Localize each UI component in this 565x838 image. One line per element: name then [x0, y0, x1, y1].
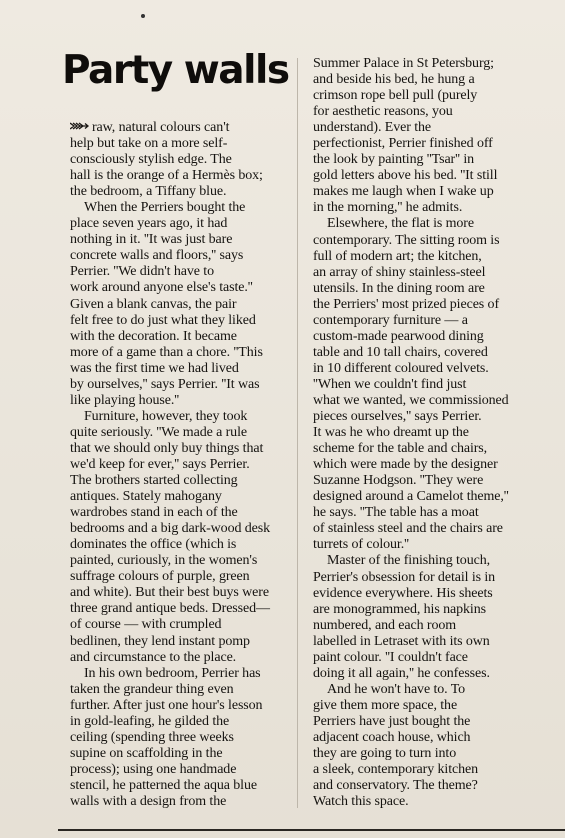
text-line — [70, 650, 295, 666]
text-line-content: Elsewhere, the flat is more — [327, 216, 474, 232]
text-line — [70, 489, 295, 505]
text-line-content: paint colour. ''I couldn't face — [313, 649, 468, 665]
text-line — [313, 602, 553, 618]
text-line-content: full of modern art; the kitchen, — [313, 248, 482, 264]
text-line — [70, 746, 295, 762]
text-line-content: give them more space, the — [313, 697, 458, 713]
text-line — [70, 666, 295, 682]
text-line-content: hall is the orange of a Hermès box; — [70, 168, 263, 184]
text-line — [70, 457, 295, 473]
text-line-content: nothing in it. ''It was just bare — [70, 232, 233, 248]
text-line — [313, 457, 553, 473]
text-line — [313, 425, 553, 441]
text-line-content: It was he who dreamt up the — [313, 425, 469, 441]
text-line — [70, 617, 295, 633]
text-line-content: Perrier's obsession for detail is in — [313, 569, 496, 585]
text-line — [70, 264, 295, 280]
text-line — [313, 88, 553, 104]
text-line — [313, 553, 553, 569]
text-line — [70, 585, 295, 601]
column-divider — [297, 58, 298, 808]
text-line — [70, 345, 295, 361]
text-line — [70, 521, 295, 537]
text-line — [70, 329, 295, 345]
text-line-content: contemporary. The sitting room is — [313, 232, 500, 248]
text-line-content: designed around a Camelot theme,'' — [313, 489, 509, 505]
text-line — [313, 730, 553, 746]
text-line — [313, 361, 553, 377]
text-line-content: process); using one handmade — [70, 761, 237, 777]
text-line-content: adjacent coach house, which — [313, 729, 471, 745]
text-line — [70, 120, 295, 136]
text-line-content: further. After just one hour's lesson — [70, 697, 263, 713]
text-line-content: evidence everywhere. His sheets — [313, 585, 493, 601]
text-line-content: we'd keep for ever,'' says Perrier. — [70, 456, 250, 472]
text-line — [70, 216, 295, 232]
text-line-content: perfectionist, Perrier finished off — [313, 136, 493, 152]
text-line — [313, 184, 553, 200]
text-line-content: Summer Palace in St Petersburg; — [313, 56, 494, 71]
text-line — [70, 634, 295, 650]
text-line — [313, 72, 553, 88]
text-line-content: Perriers have just bought the — [313, 713, 471, 729]
text-line — [313, 650, 553, 666]
bottom-rule — [58, 829, 565, 831]
article-column-right — [313, 56, 553, 810]
text-line-content: scheme for the table and chairs, — [313, 441, 488, 457]
text-line-content: of stainless steel and the chairs are — [313, 521, 503, 537]
text-line-content: more of a game than a chore. ''This — [70, 344, 263, 360]
text-line — [313, 634, 553, 650]
text-line-content: dominates the office (which is — [70, 537, 237, 553]
text-line-content: In his own bedroom, Perrier has — [84, 665, 261, 681]
text-line-content: in 10 different coloured velvets. — [313, 360, 489, 376]
text-line — [313, 120, 553, 136]
text-line-content: The brothers started collecting — [70, 473, 238, 489]
text-line — [70, 280, 295, 296]
article-column-left — [70, 120, 295, 810]
text-line-content: taken the grandeur thing even — [70, 681, 234, 697]
text-line-content: was the first time we had lived — [70, 360, 239, 376]
text-line — [313, 666, 553, 682]
text-line — [313, 746, 553, 762]
text-line-content: utensils. In the dining room are — [313, 280, 485, 296]
text-line — [70, 569, 295, 585]
text-line-content: Master of the finishing touch, — [327, 553, 491, 569]
text-line-content: a sleek, contemporary kitchen — [313, 762, 479, 778]
text-line-content: Furniture, however, they took — [84, 408, 248, 424]
text-line — [313, 698, 553, 714]
text-line — [313, 297, 553, 313]
text-line — [70, 762, 295, 778]
text-line — [70, 553, 295, 569]
text-line — [313, 329, 553, 345]
text-line-content: he says. ''The table has a moat — [313, 505, 479, 521]
text-line-content: labelled in Letraset with its own — [313, 633, 490, 649]
text-line — [313, 249, 553, 265]
text-line — [70, 601, 295, 617]
text-line-content: that we should only buy things that — [70, 440, 264, 456]
text-line-content: stencil, he patterned the aqua blue — [70, 777, 257, 793]
article-headline: Party walls — [62, 48, 289, 93]
text-line — [70, 313, 295, 329]
text-line-content: are monogrammed, his napkins — [313, 601, 486, 617]
text-line — [313, 537, 553, 553]
text-line-content: an array of shiny stainless-steel — [313, 264, 486, 280]
text-line-content: makes me laugh when I wake up — [313, 184, 494, 200]
text-line-content: place seven years ago, it had — [70, 216, 228, 232]
text-line — [70, 505, 295, 521]
text-line — [313, 233, 553, 249]
text-line — [313, 473, 553, 489]
text-line-content: painted, curiously, in the women's — [70, 553, 258, 569]
text-line-content: turrets of colour.'' — [313, 537, 409, 553]
text-line-content: with the decoration. It became — [70, 328, 237, 344]
text-line — [313, 586, 553, 602]
text-line-content: raw, natural colours can't — [92, 120, 230, 135]
text-line — [70, 136, 295, 152]
text-line-content: concrete walls and floors,'' says — [70, 248, 244, 264]
text-line-content: for aesthetic reasons, you — [313, 104, 453, 120]
text-line-content: like playing house.'' — [70, 392, 180, 408]
text-line-content: in the morning,'' he admits. — [313, 200, 463, 216]
text-line — [313, 377, 553, 393]
text-line-content: walls with a design from the — [70, 793, 227, 809]
text-line — [313, 393, 553, 409]
text-line-content: work around anyone else's taste.'' — [70, 280, 253, 296]
text-line — [313, 489, 553, 505]
text-line-content: Perrier. ''We didn't have to — [70, 264, 214, 280]
text-line-content: felt free to do just what they liked — [70, 312, 256, 328]
text-line-content: bedlinen, they lend instant pomp — [70, 633, 250, 649]
text-line — [70, 682, 295, 698]
text-line-content: doing it all again,'' he confesses. — [313, 665, 490, 681]
text-line — [313, 265, 553, 281]
text-line-content: crimson rope bell pull (purely — [313, 88, 478, 104]
text-line — [313, 714, 553, 730]
text-line-content: table and 10 tall chairs, covered — [313, 344, 488, 360]
text-line — [313, 409, 553, 425]
text-line-content: the bedroom, a Tiffany blue. — [70, 184, 227, 200]
text-line-content: antiques. Stately mahogany — [70, 489, 222, 505]
text-line-content: When the Perriers bought the — [84, 200, 246, 216]
text-line-content: bedrooms and a big dark-wood desk — [70, 521, 271, 537]
text-line — [70, 184, 295, 200]
text-line — [70, 232, 295, 248]
text-line — [313, 570, 553, 586]
text-line-content: wardrobes stand in each of the — [70, 505, 238, 521]
text-line-content: ceiling (spending three weeks — [70, 729, 234, 745]
text-line — [70, 168, 295, 184]
text-line — [313, 313, 553, 329]
text-line-content: of course — with crumpled — [70, 617, 222, 633]
text-line-content: the look by painting ''Tsar'' in — [313, 152, 475, 168]
text-line-content: supine on scaffolding in the — [70, 745, 223, 761]
text-line-content: ''When we couldn't find just — [313, 376, 467, 392]
text-line-content: the Perriers' most prized pieces of — [313, 296, 500, 312]
lead-arrow-icon — [70, 120, 90, 130]
text-line — [313, 56, 553, 72]
text-line — [313, 521, 553, 537]
text-line — [313, 104, 553, 120]
text-line — [70, 698, 295, 714]
text-line-content: three grand antique beds. Dressed— — [70, 601, 270, 617]
text-line-content: help but take on a more self- — [70, 136, 228, 152]
text-line-content: quite seriously. ''We made a rule — [70, 424, 247, 440]
text-line — [70, 377, 295, 393]
text-line — [70, 730, 295, 746]
text-line — [313, 136, 553, 152]
text-line — [70, 794, 295, 810]
text-line — [70, 248, 295, 264]
text-line-content: consciously stylish edge. The — [70, 152, 232, 168]
text-line-content: Given a blank canvas, the pair — [70, 296, 237, 312]
text-line-content: and beside his bed, he hung a — [313, 72, 475, 88]
text-line-content: pieces ourselves,'' says Perrier. — [313, 409, 482, 425]
text-line — [70, 473, 295, 489]
text-line — [313, 152, 553, 168]
text-line — [70, 200, 295, 216]
text-line — [313, 216, 553, 232]
text-line-content: and white). But their best buys were — [70, 585, 269, 601]
text-line — [313, 200, 553, 216]
text-line-content: gold letters above his bed. ''It still — [313, 168, 498, 184]
text-line — [70, 409, 295, 425]
text-line-content: in gold-leafing, he gilded the — [70, 713, 230, 729]
ink-dot — [141, 14, 145, 18]
text-line-content: And he won't have to. To — [327, 681, 466, 697]
text-line — [70, 778, 295, 794]
text-line-content: and circumstance to the place. — [70, 649, 237, 665]
text-line-content: Watch this space. — [313, 794, 409, 810]
text-line — [70, 441, 295, 457]
text-line — [313, 505, 553, 521]
text-line — [313, 618, 553, 634]
text-line — [70, 393, 295, 409]
text-line-content: which were made by the designer — [313, 457, 498, 473]
text-line — [313, 345, 553, 361]
text-line — [70, 537, 295, 553]
text-line-content: what we wanted, we commissioned — [313, 392, 509, 408]
text-line — [70, 297, 295, 313]
text-line-content: they are going to turn into — [313, 746, 457, 762]
text-line — [313, 794, 553, 810]
text-line-content: by ourselves,'' says Perrier. ''It was — [70, 376, 260, 392]
text-line — [313, 762, 553, 778]
text-line — [70, 152, 295, 168]
text-line-content: understand). Ever the — [313, 120, 432, 136]
text-line-content: suffrage colours of purple, green — [70, 569, 250, 585]
text-line — [313, 682, 553, 698]
text-line — [313, 441, 553, 457]
text-line — [313, 168, 553, 184]
text-line-content: Suzanne Hodgson. ''They were — [313, 473, 484, 489]
text-line — [313, 281, 553, 297]
text-line-content: and conservatory. The theme? — [313, 778, 478, 794]
text-line-content: contemporary furniture — a — [313, 312, 468, 328]
text-line — [313, 778, 553, 794]
text-line-content: custom-made pearwood dining — [313, 328, 484, 344]
text-line — [70, 714, 295, 730]
text-line — [70, 425, 295, 441]
text-line — [70, 361, 295, 377]
text-line-content: numbered, and each room — [313, 617, 457, 633]
